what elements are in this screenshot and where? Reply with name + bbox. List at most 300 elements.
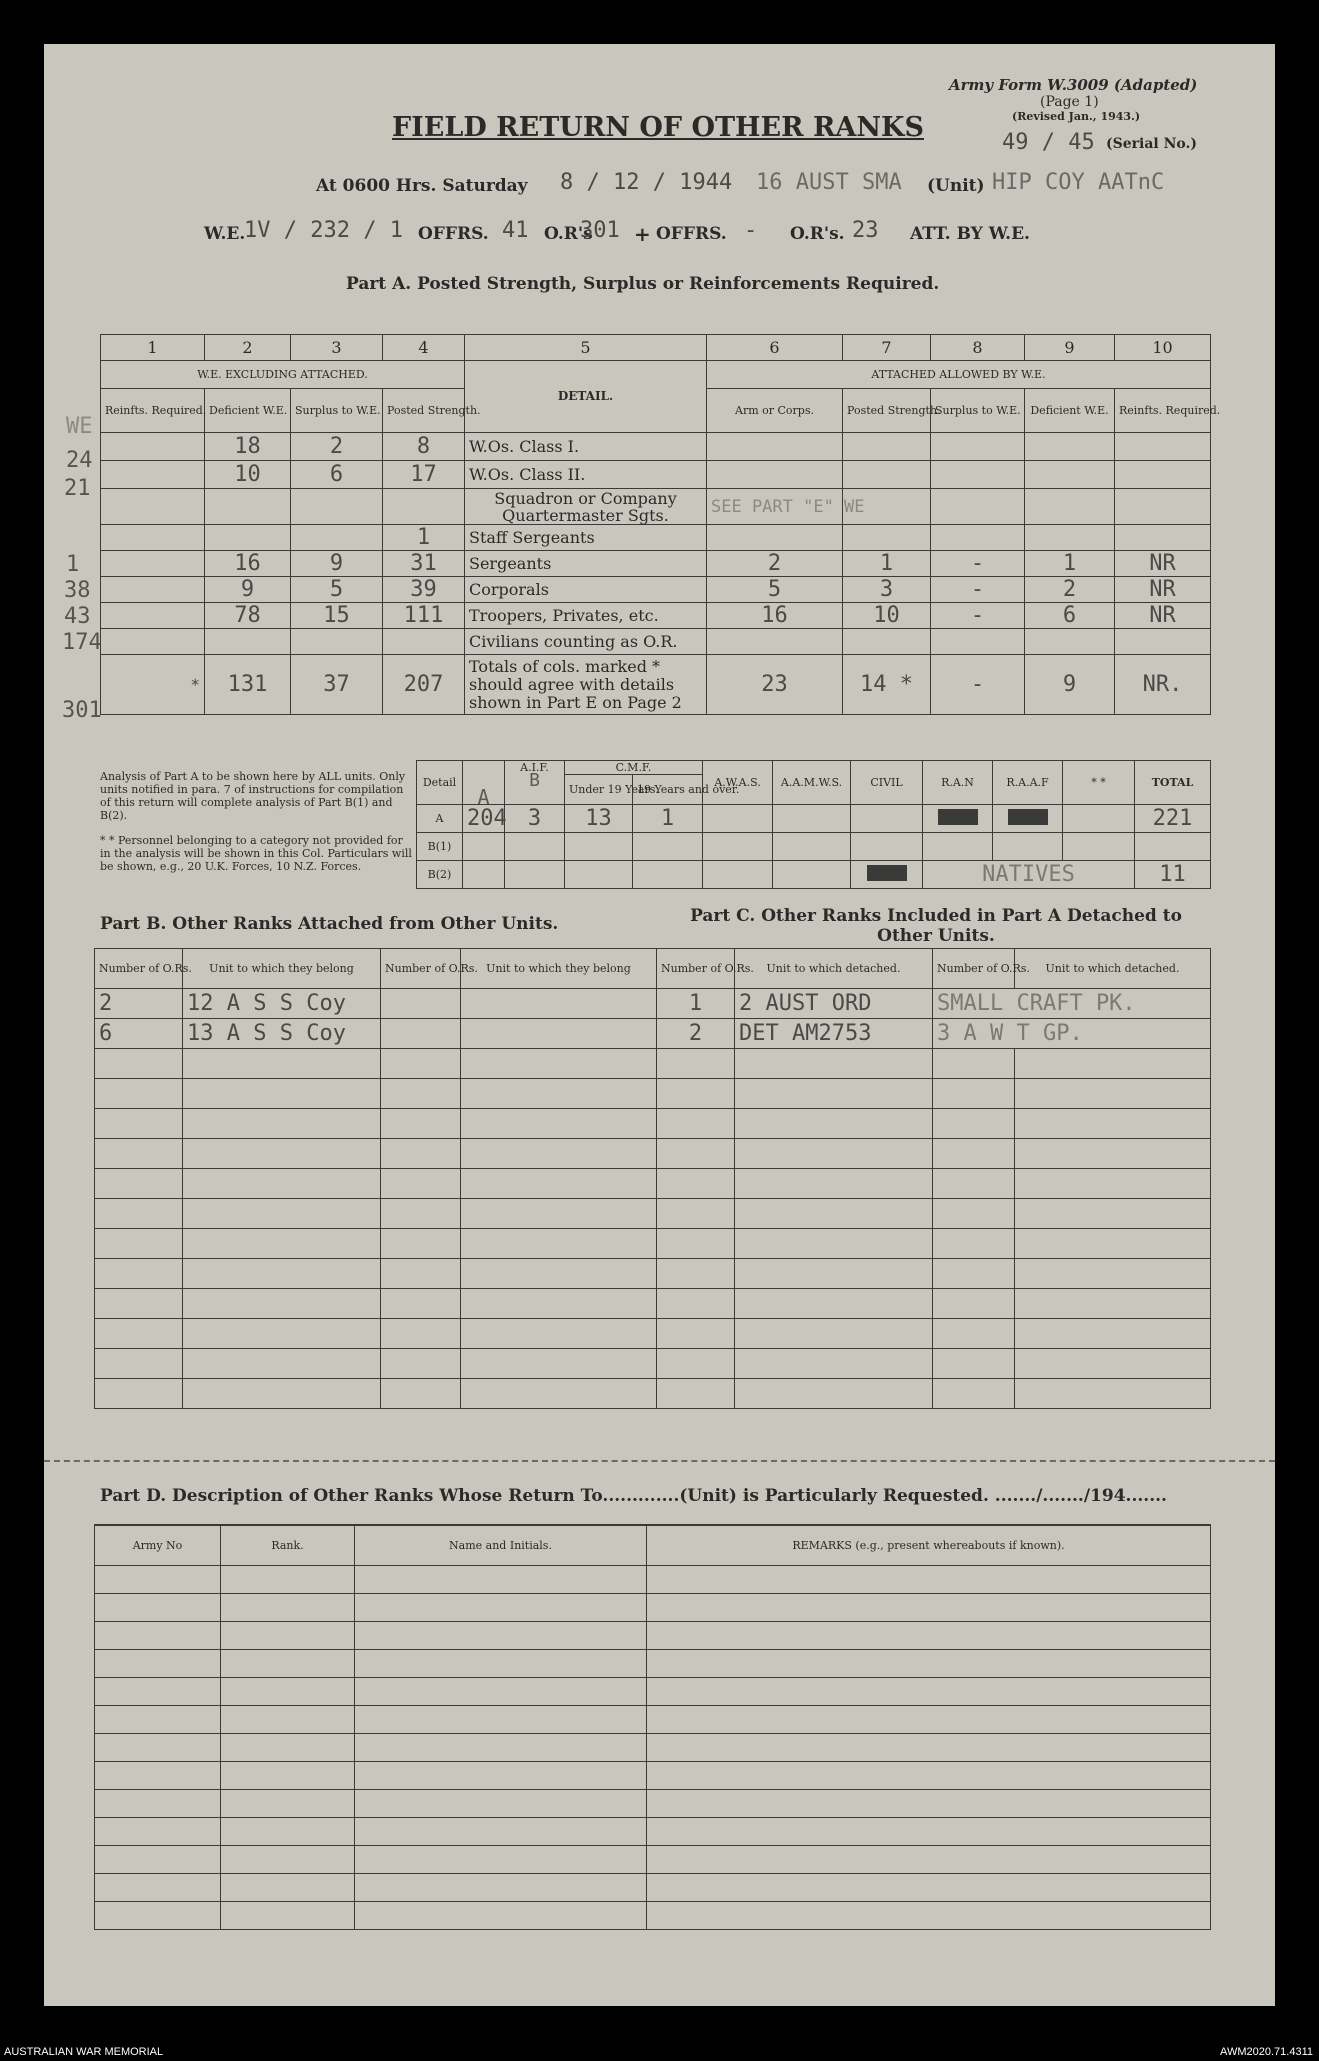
part-a-cell <box>1025 461 1115 489</box>
part-a-cell <box>1025 489 1115 525</box>
part-bc-cell <box>183 1289 381 1319</box>
part-d-cell <box>647 1901 1211 1929</box>
part-a-cell: 6 <box>1025 603 1115 629</box>
part-bc-cell <box>735 1349 933 1379</box>
part-d-cell <box>355 1677 647 1705</box>
part-b-title: Part B. Other Ranks Attached from Other Units. <box>100 914 559 934</box>
part-a-cell: 5 <box>291 577 383 603</box>
part-bc-cell <box>183 1319 381 1349</box>
part-bc-row <box>95 1049 1211 1079</box>
other-header: * * <box>1063 761 1135 805</box>
part-a-cell: 8 <box>383 433 465 461</box>
part-a-row <box>101 551 1211 577</box>
part-a-cell: 39 <box>383 577 465 603</box>
part-bc-cell <box>657 1259 735 1289</box>
part-bc-cell <box>1015 1199 1211 1229</box>
part-bc-cell <box>657 1079 735 1109</box>
we-margin-value: 24 <box>66 448 93 473</box>
part-d-row <box>95 1705 1211 1733</box>
part-a-cell <box>1115 461 1211 489</box>
part-bc-cell <box>381 1229 461 1259</box>
part-a-cell <box>707 461 843 489</box>
we-margin-value: 43 <box>64 604 91 629</box>
analysis-cell <box>773 861 851 889</box>
offrs-label: OFFRS. <box>418 224 489 244</box>
part-bc-row <box>95 1169 1211 1199</box>
part-a-cell: 10 <box>843 603 931 629</box>
part-bc-cell <box>657 1139 735 1169</box>
part-b-unit-header: Unit to which they belong <box>461 949 657 989</box>
part-d-cell <box>647 1649 1211 1677</box>
column-number-row <box>101 335 1211 361</box>
part-a-cell: 2 <box>1025 577 1115 603</box>
part-d-cell <box>647 1593 1211 1621</box>
col-number: 4 <box>383 335 465 361</box>
part-bc-cell <box>381 1199 461 1229</box>
detail-header: DETAIL. <box>465 361 707 433</box>
part-bc-cell <box>1015 1289 1211 1319</box>
analysis-cell <box>773 833 851 861</box>
offrs2-label: OFFRS. <box>656 224 727 244</box>
part-a-cell <box>707 629 843 655</box>
part-a-cell: 16 <box>205 551 291 577</box>
part-d-cell <box>355 1593 647 1621</box>
part-d-cell <box>221 1761 355 1789</box>
analysis-cell <box>1063 833 1135 861</box>
totals-cell: - <box>931 655 1025 715</box>
part-bc-cell <box>461 1139 657 1169</box>
part-bc-cell <box>933 1199 1015 1229</box>
part-bc-cell <box>183 1079 381 1109</box>
part-bc-cell <box>933 1139 1015 1169</box>
part-bc-cell: 1 <box>657 989 735 1019</box>
part-a-cell <box>843 629 931 655</box>
sub-header: Surplus to W.E. <box>291 389 383 433</box>
analysis-cell <box>773 805 851 833</box>
part-bc-row <box>95 1379 1211 1409</box>
part-bc-cell <box>657 1379 735 1409</box>
part-bc-cell <box>735 1109 933 1139</box>
part-bc-cell <box>95 1169 183 1199</box>
rank-detail: Corporals <box>465 577 707 603</box>
part-bc-cell <box>95 1079 183 1109</box>
part-a-table <box>100 334 1221 715</box>
part-b-number-header: Number of O.Rs. <box>381 949 461 989</box>
part-a-cell <box>1115 629 1211 655</box>
part-a-cell <box>205 489 291 525</box>
rank-detail: Civilians counting as O.R. <box>465 629 707 655</box>
col-number: 9 <box>1025 335 1115 361</box>
part-d-row <box>95 1621 1211 1649</box>
part-d-cell <box>355 1733 647 1761</box>
part-bc-cell <box>735 1169 933 1199</box>
analysis-cell: 13 <box>565 805 633 833</box>
part-bc-cell <box>657 1199 735 1229</box>
part-d-row <box>95 1845 1211 1873</box>
part-bc-cell <box>461 1259 657 1289</box>
analysis-cell <box>703 805 773 833</box>
rank-detail: Squadron or Company Quartermaster Sgts. <box>465 489 707 525</box>
part-d-cell <box>221 1845 355 1873</box>
part-bc-cell <box>95 1289 183 1319</box>
part-bc-cell: DET AM2753 <box>735 1019 933 1049</box>
part-a-row <box>101 461 1211 489</box>
part-d-cell <box>647 1733 1211 1761</box>
part-a-cell: 6 <box>291 461 383 489</box>
part-a-cell <box>101 433 205 461</box>
part-bc-cell <box>735 1139 933 1169</box>
part-a-cell: 31 <box>383 551 465 577</box>
part-a-cell <box>843 461 931 489</box>
col-number: 10 <box>1115 335 1211 361</box>
part-bc-cell <box>183 1379 381 1409</box>
unit-label: (Unit) <box>927 176 985 196</box>
part-bc-cell <box>735 1319 933 1349</box>
part-a-cell: - <box>931 577 1025 603</box>
part-d-cell <box>647 1621 1211 1649</box>
part-d-cell <box>221 1565 355 1593</box>
part-bc-cell <box>1015 1229 1211 1259</box>
part-bc-cell: 13 A S S Coy <box>183 1019 381 1049</box>
part-bc-row <box>95 989 1211 1019</box>
part-a-cell <box>843 433 931 461</box>
analysis-detail-label: Detail <box>417 761 463 805</box>
cmf-over-header: 19 Years and over. <box>633 775 703 805</box>
part-d-cell <box>95 1901 221 1929</box>
analysis-cell <box>1135 833 1211 861</box>
part-a-cell <box>291 629 383 655</box>
part-a-cell: NR <box>1115 551 1211 577</box>
part-c-number-header: Number of O.Rs. <box>657 949 735 989</box>
part-bc-cell <box>381 1319 461 1349</box>
part-a-cell <box>931 433 1025 461</box>
part-bc-cell <box>461 1169 657 1199</box>
part-bc-cell <box>1015 1049 1211 1079</box>
part-d-cell <box>647 1873 1211 1901</box>
part-a-cell: 3 <box>843 577 931 603</box>
part-a-cell: 15 <box>291 603 383 629</box>
part-a-row <box>101 577 1211 603</box>
part-d-cell <box>95 1705 221 1733</box>
part-bc-cell <box>657 1289 735 1319</box>
analysis-cell <box>565 861 633 889</box>
analysis-cell: 221 <box>1135 805 1211 833</box>
unit-name-part2: HIP COY AATnC <box>992 170 1165 195</box>
part-a-cell: NR <box>1115 577 1211 603</box>
revised-label: (Revised Jan., 1943.) <box>1012 110 1141 123</box>
rank-detail: W.Os. Class II. <box>465 461 707 489</box>
analysis-cell <box>505 861 565 889</box>
part-d-cell <box>647 1817 1211 1845</box>
part-d-row <box>95 1677 1211 1705</box>
part-bc-row <box>95 1079 1211 1109</box>
part-a-row <box>101 525 1211 551</box>
col-number: 8 <box>931 335 1025 361</box>
civil-header: CIVIL <box>851 761 923 805</box>
aamws-header: A.A.M.W.S. <box>773 761 851 805</box>
part-d-cell <box>221 1733 355 1761</box>
col-number: 1 <box>101 335 205 361</box>
part-bc-cell <box>461 1049 657 1079</box>
part-a-cell <box>101 629 205 655</box>
part-d-cell <box>221 1593 355 1621</box>
analysis-cell <box>703 861 773 889</box>
part-bc-cell <box>381 1019 461 1049</box>
part-d-cell <box>95 1789 221 1817</box>
we-value: 1V / 232 / 1 <box>244 218 403 243</box>
part-d-row <box>95 1789 1211 1817</box>
part-a-cell <box>383 629 465 655</box>
part-bc-cell <box>735 1229 933 1259</box>
part-d-cell <box>355 1789 647 1817</box>
part-bc-cell <box>183 1259 381 1289</box>
part-a-row <box>101 489 1211 525</box>
analysis-note-2: * * Personnel belonging to a category not provided for in the analysis will be shown in this Col. Particulars will be shown, e.g., 20 U.K. Forces, 10 N.Z. Forces. <box>100 834 412 873</box>
part-bc-cell <box>461 989 657 1019</box>
form-paper <box>44 44 1275 2006</box>
part-a-cell: 78 <box>205 603 291 629</box>
part-a-cell <box>101 525 205 551</box>
we-margin-value: 1 <box>66 552 80 577</box>
part-bc-row <box>95 1109 1211 1139</box>
page-label: (Page 1) <box>1040 94 1099 110</box>
analysis-cell <box>463 833 505 861</box>
part-bc-cell <box>183 1199 381 1229</box>
analysis-cell <box>463 861 505 889</box>
analysis-row <box>417 805 1211 833</box>
part-a-cell: SEE PART "E" WE <box>707 489 843 525</box>
part-bc-cell <box>933 1379 1015 1409</box>
part-bc-row <box>95 1259 1211 1289</box>
analysis-cell <box>923 805 993 833</box>
part-a-cell <box>1115 525 1211 551</box>
part-bc-cell <box>461 1019 657 1049</box>
part-a-cell: - <box>931 551 1025 577</box>
part-bc-row <box>95 1319 1211 1349</box>
part-bc-cell <box>95 1229 183 1259</box>
part-a-cell: - <box>931 603 1025 629</box>
we-margin-value: 174 <box>62 630 102 655</box>
part-bc-row <box>95 1289 1211 1319</box>
part-b-unit-header: Unit to which they belong <box>183 949 381 989</box>
part-a-cell: 9 <box>291 551 383 577</box>
part-d-row <box>95 1593 1211 1621</box>
part-bc-cell <box>183 1109 381 1139</box>
serial-number: 49 / 45 <box>1002 130 1095 155</box>
cmf-header: C.M.F. <box>565 761 703 775</box>
we-excluding-header: W.E. EXCLUDING ATTACHED. <box>101 361 465 389</box>
part-bc-cell: 2 <box>95 989 183 1019</box>
part-bc-cell <box>381 1349 461 1379</box>
part-a-cell: 111 <box>383 603 465 629</box>
analysis-cell <box>851 861 923 889</box>
part-d-cell <box>221 1901 355 1929</box>
aif-label: A.I.F. <box>520 761 549 774</box>
part-d-cell <box>221 1789 355 1817</box>
part-a-cell <box>101 603 205 629</box>
analysis-cell: A <box>417 805 463 833</box>
part-d-cell <box>95 1677 221 1705</box>
analysis-cell: 1 <box>633 805 703 833</box>
part-a-cell <box>101 577 205 603</box>
rank-detail: W.Os. Class I. <box>465 433 707 461</box>
analysis-cell: 3 <box>505 805 565 833</box>
part-bc-cell <box>461 1349 657 1379</box>
part-d-cell <box>95 1733 221 1761</box>
part-d-cell <box>647 1761 1211 1789</box>
rank-header: Rank. <box>221 1525 355 1565</box>
part-bc-cell <box>461 1379 657 1409</box>
part-d-cell <box>355 1845 647 1873</box>
part-bc-cell <box>183 1229 381 1259</box>
army-form-label: Army Form W.3009 (Adapted) <box>949 76 1198 94</box>
part-a-cell <box>205 525 291 551</box>
part-bc-cell <box>1015 1079 1211 1109</box>
part-d-cell <box>647 1789 1211 1817</box>
part-bc-cell <box>461 1289 657 1319</box>
part-a-cell: 2 <box>707 551 843 577</box>
part-bc-row <box>95 1199 1211 1229</box>
part-bc-cell <box>1015 1319 1211 1349</box>
archive-credit: AUSTRALIAN WAR MEMORIAL <box>4 2046 164 2058</box>
part-d-row <box>95 1649 1211 1677</box>
analysis-cell: 11 <box>1135 861 1211 889</box>
part-bc-cell <box>461 1199 657 1229</box>
part-d-cell <box>355 1901 647 1929</box>
part-bc-cell: 12 A S S Coy <box>183 989 381 1019</box>
part-bc-cell <box>1015 1349 1211 1379</box>
part-a-row <box>101 603 1211 629</box>
analysis-cell: B(1) <box>417 833 463 861</box>
part-a-cell <box>1025 433 1115 461</box>
part-bc-cell <box>381 1109 461 1139</box>
part-bc-cell <box>1015 1169 1211 1199</box>
part-a-cell <box>1025 525 1115 551</box>
part-d-cell <box>221 1649 355 1677</box>
part-a-cell <box>1115 489 1211 525</box>
sub-header: Posted Strength. <box>843 389 931 433</box>
part-bc-cell <box>183 1349 381 1379</box>
rank-detail: Staff Sergeants <box>465 525 707 551</box>
part-a-cell: 2 <box>291 433 383 461</box>
part-d-cell <box>95 1873 221 1901</box>
sub-header: Arm or Corps. <box>707 389 843 433</box>
part-b-number-header: Number of O.Rs. <box>95 949 183 989</box>
part-a-cell <box>383 489 465 525</box>
part-a-cell: 1 <box>1025 551 1115 577</box>
part-a-cell <box>205 629 291 655</box>
analysis-cell <box>633 861 703 889</box>
part-a-cell: 1 <box>383 525 465 551</box>
we-margin-label: WE <box>66 414 93 439</box>
part-bc-cell <box>95 1379 183 1409</box>
analysis-cell <box>703 833 773 861</box>
form-title: FIELD RETURN OF OTHER RANKS <box>392 112 925 143</box>
part-bc-cell <box>381 1259 461 1289</box>
part-bc-cell <box>657 1169 735 1199</box>
part-d-row <box>95 1901 1211 1929</box>
part-a-cell: NR <box>1115 603 1211 629</box>
part-d-cell <box>221 1873 355 1901</box>
analysis-cell <box>923 833 993 861</box>
part-bc-cell <box>933 1109 1015 1139</box>
part-bc-cell <box>657 1109 735 1139</box>
awas-header: A.W.A.S. <box>703 761 773 805</box>
raaf-header: R.A.A.F <box>993 761 1063 805</box>
part-bc-cell <box>95 1109 183 1139</box>
part-c-unit-header: Unit to which detached. <box>1015 949 1211 989</box>
part-bc-cell <box>735 1199 933 1229</box>
part-d-cell <box>355 1761 647 1789</box>
part-d-cell <box>355 1565 647 1593</box>
redaction-mark <box>1008 809 1048 825</box>
col-number: 7 <box>843 335 931 361</box>
analysis-cell: NATIVES <box>923 861 1135 889</box>
part-a-cell: 18 <box>205 433 291 461</box>
part-bc-cell <box>735 1379 933 1409</box>
part-d-cell <box>221 1705 355 1733</box>
part-bc-cell <box>95 1349 183 1379</box>
analysis-cell <box>851 805 923 833</box>
analysis-table <box>416 760 1211 889</box>
part-a-cell <box>291 525 383 551</box>
ran-header: R.A.N <box>923 761 993 805</box>
part-d-cell <box>95 1593 221 1621</box>
ors2-label: O.R's. <box>790 224 845 244</box>
part-d-cell <box>355 1873 647 1901</box>
part-bc-cell <box>461 1319 657 1349</box>
part-bc-cell <box>461 1079 657 1109</box>
part-bc-cell <box>735 1049 933 1079</box>
part-bc-cell <box>933 1349 1015 1379</box>
part-bc-cell <box>735 1259 933 1289</box>
part-d-cell <box>221 1677 355 1705</box>
part-bc-table <box>94 948 1211 1409</box>
part-d-cell <box>355 1621 647 1649</box>
part-bc-row <box>95 1229 1211 1259</box>
part-a-row <box>101 433 1211 461</box>
totals-cell: * <box>101 655 205 715</box>
part-bc-cell <box>381 989 461 1019</box>
part-d-row <box>95 1733 1211 1761</box>
part-a-cell <box>1115 433 1211 461</box>
we-margin-value: 38 <box>64 578 91 603</box>
att-label: ATT. BY W.E. <box>910 224 1030 244</box>
totals-cell: NR. <box>1115 655 1211 715</box>
analysis-cell <box>565 833 633 861</box>
unit-name-part1: 16 AUST SMA <box>756 170 902 195</box>
aif-header <box>505 761 565 805</box>
totals-cell: 9 <box>1025 655 1115 715</box>
total-header: TOTAL <box>1135 761 1211 805</box>
part-a-cell <box>931 461 1025 489</box>
archive-reference: AWM2020.71.4311 <box>1220 2046 1313 2058</box>
part-bc-cell <box>735 1289 933 1319</box>
analysis-cell: B(2) <box>417 861 463 889</box>
cmf-under-header: Under 19 Years. <box>565 775 633 805</box>
analysis-cell <box>1063 805 1135 833</box>
part-a-cell <box>291 489 383 525</box>
part-bc-row <box>95 1139 1211 1169</box>
army-no-header: Army No <box>95 1525 221 1565</box>
offrs2-value: - <box>744 218 758 243</box>
offrs-value: 41 <box>502 218 529 243</box>
part-bc-cell <box>933 1259 1015 1289</box>
part-a-cell <box>707 525 843 551</box>
part-bc-cell <box>461 1229 657 1259</box>
part-bc-cell <box>183 1139 381 1169</box>
attached-allowed-header: ATTACHED ALLOWED BY W.E. <box>707 361 1211 389</box>
